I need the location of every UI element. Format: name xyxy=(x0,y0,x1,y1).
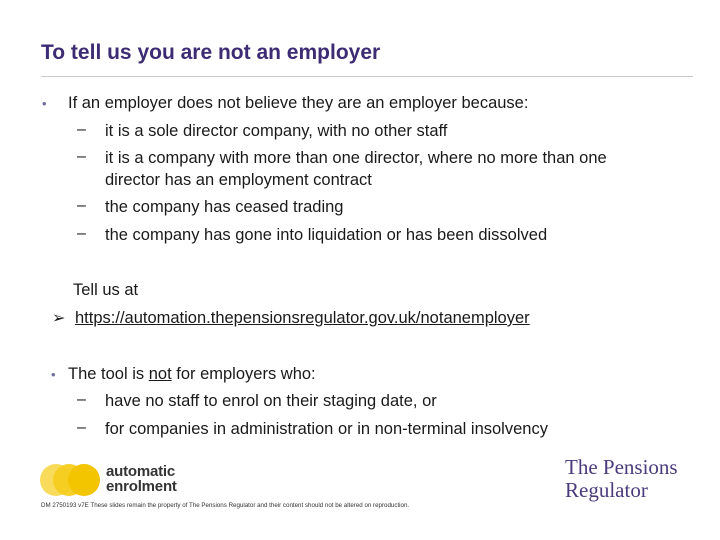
dash-icon: – xyxy=(77,391,86,408)
reason-item: director has an employment contract xyxy=(105,171,372,189)
dash-icon: – xyxy=(77,419,86,436)
automatic-enrolment-logo-icon xyxy=(40,462,106,498)
reason-item: the company has ceased trading xyxy=(105,198,344,216)
arrow-bullet-icon: ➢ xyxy=(52,310,66,327)
logo-line-automatic: automatic xyxy=(106,463,176,480)
intro-text: If an employer does not believe they are an employer because: xyxy=(68,94,529,112)
footer-disclaimer: DM 2750193 v7E These slides remain the property of The Pensions Regulator and their content should not be altered on reproduction. xyxy=(41,502,410,509)
dash-icon: – xyxy=(77,148,86,165)
title-divider xyxy=(41,76,693,77)
regulator-line-2: Regulator xyxy=(565,478,648,502)
reason-item: the company has gone into liquidation or has been dissolved xyxy=(105,226,548,244)
reason-item: it is a company with more than one director, where no more than one xyxy=(105,149,607,167)
tool-case-item: for companies in administration or in non-terminal insolvency xyxy=(105,420,548,438)
tool-text xyxy=(68,364,316,385)
tool-text-after: for employers who: xyxy=(171,365,316,383)
tool-text-before: The tool is xyxy=(68,365,149,383)
tell-us-text: Tell us at xyxy=(73,281,139,299)
dash-icon: – xyxy=(77,225,86,242)
page-title: To tell us you are not an employer xyxy=(41,41,381,64)
pensions-regulator-logo xyxy=(565,456,678,502)
logo-line-enrolment: enrolment xyxy=(106,478,177,495)
dash-icon: – xyxy=(77,197,86,214)
reason-item: it is a sole director company, with no other staff xyxy=(105,122,448,140)
bullet-icon: • xyxy=(51,367,56,382)
automatic-enrolment-logo-text xyxy=(106,464,177,494)
tool-text-not: not xyxy=(148,365,172,383)
tool-case-item: have no staff to enrol on their staging date, or xyxy=(105,392,437,410)
not-an-employer-link[interactable]: https://automation.thepensionsregulator.gov.uk/notanemployer xyxy=(75,309,530,327)
regulator-line-1: The Pensions xyxy=(565,455,678,479)
bullet-icon: • xyxy=(42,96,47,111)
dash-icon: – xyxy=(77,121,86,138)
